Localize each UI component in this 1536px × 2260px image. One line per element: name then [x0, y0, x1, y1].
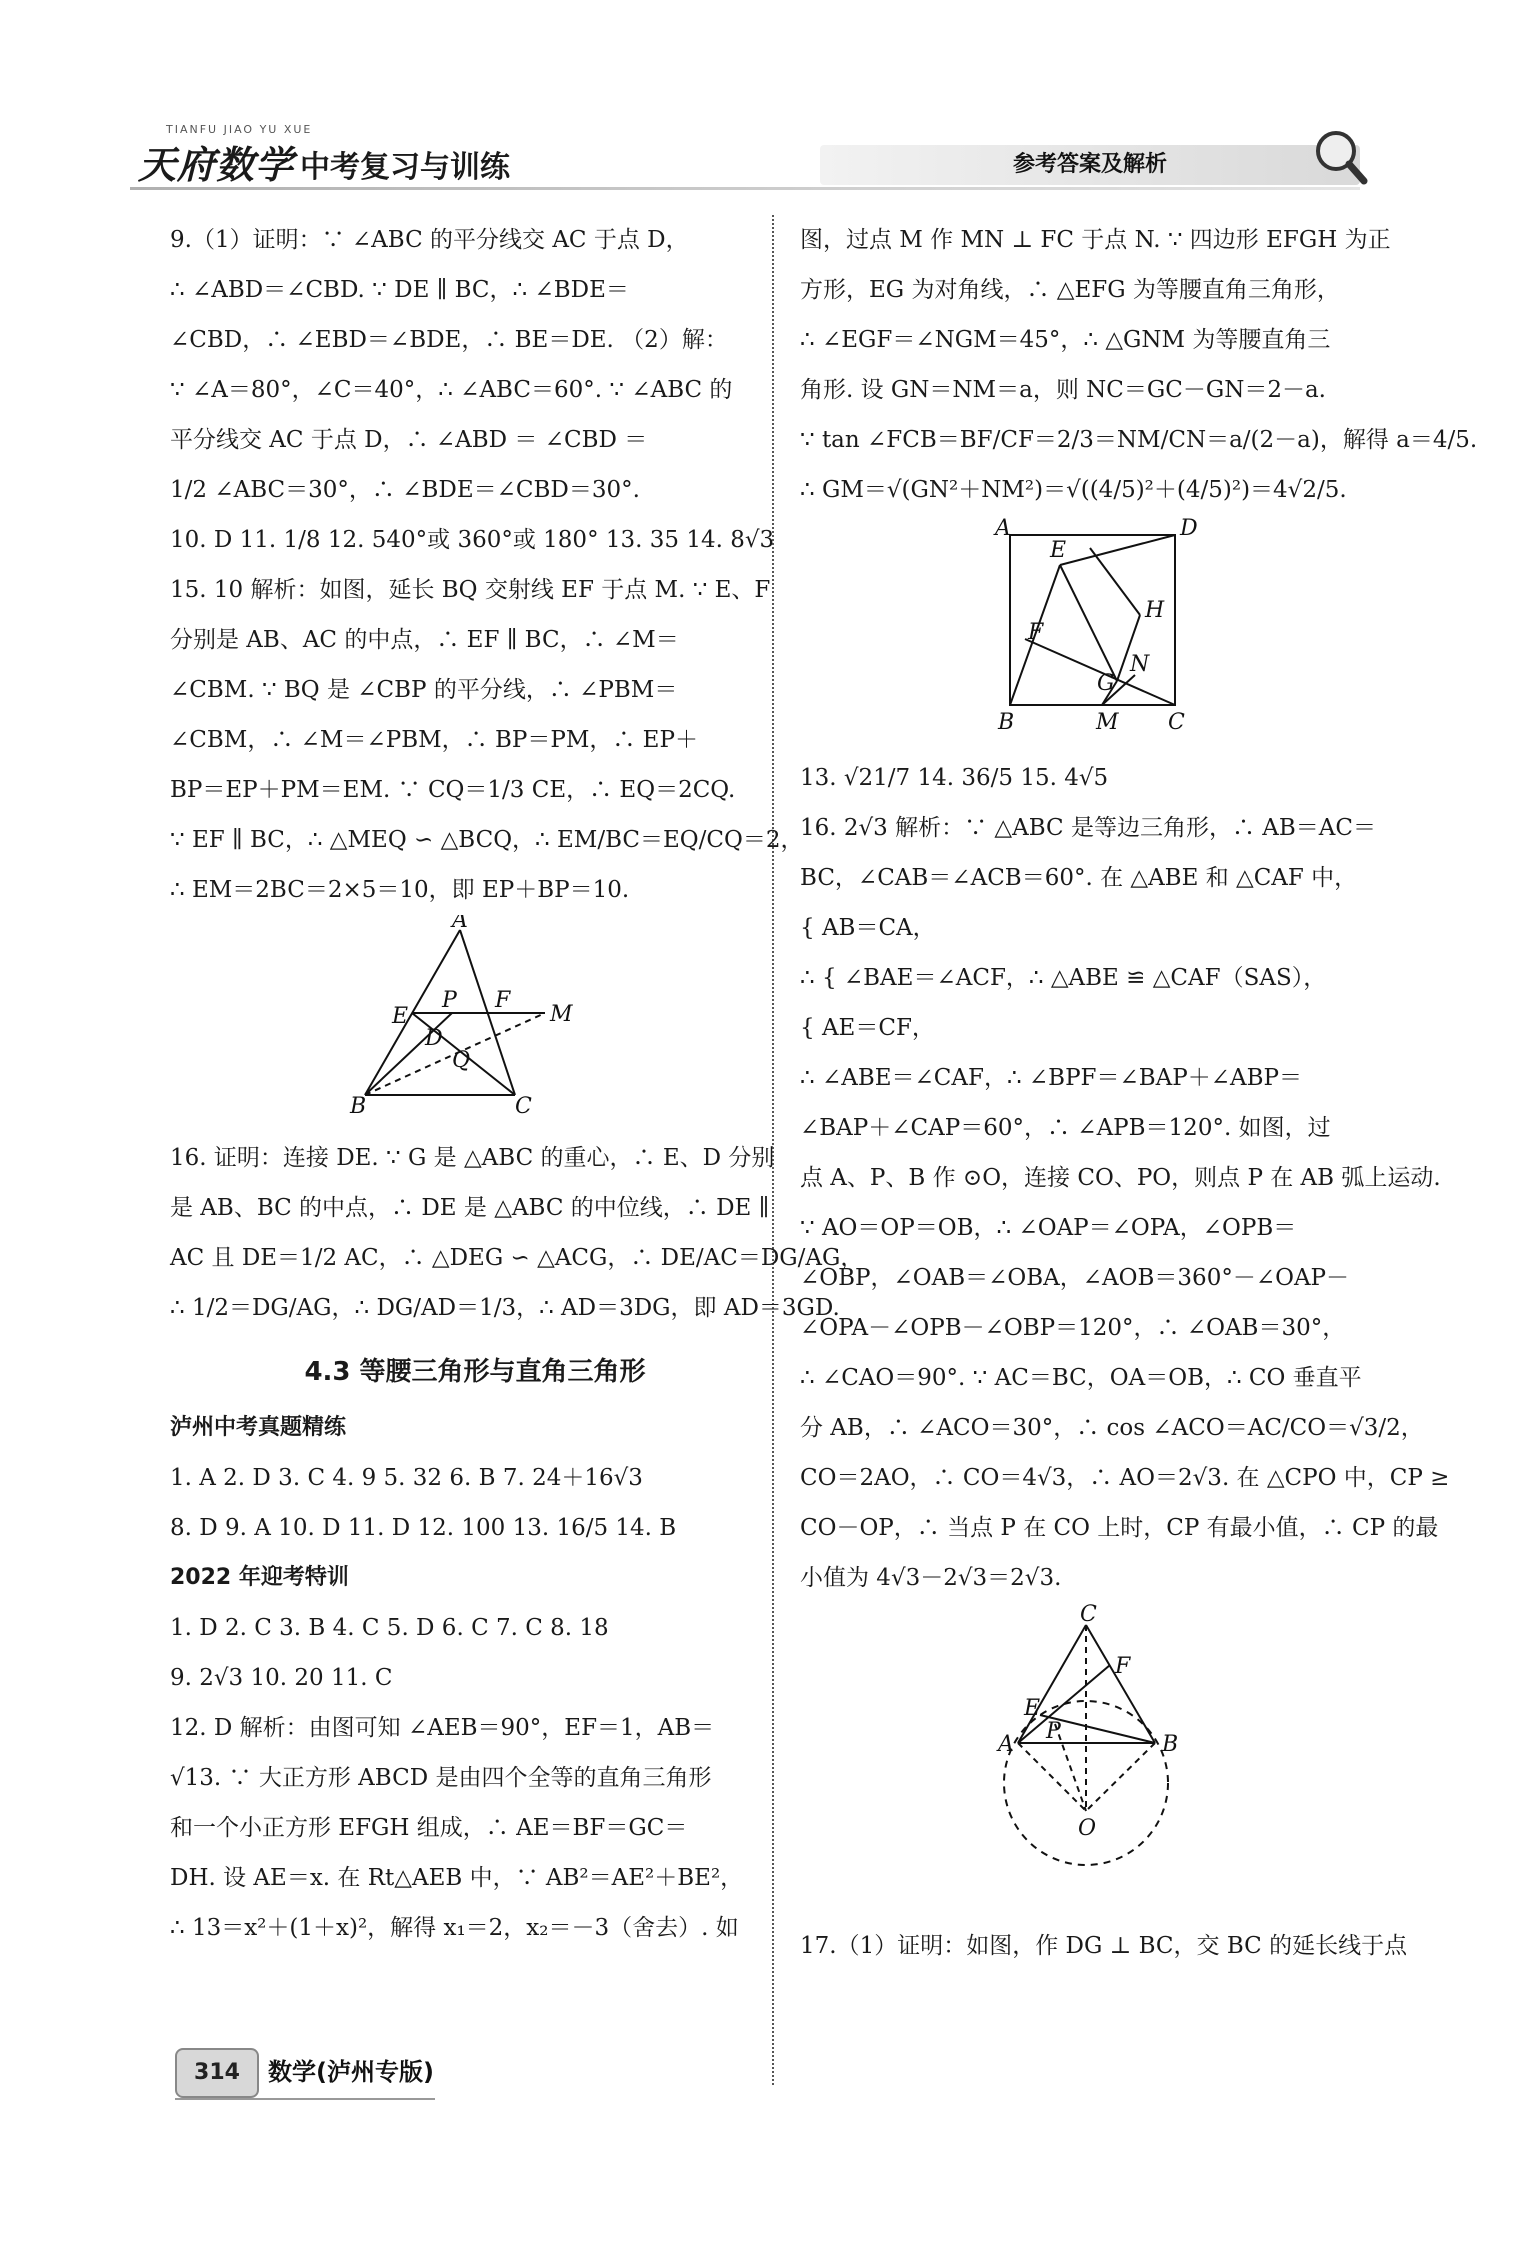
brand-name: 天府数学: [138, 143, 295, 187]
text-line: 12. D 解析：由图可知 ∠AEB＝90°，EF＝1，AB＝: [170, 1715, 715, 1741]
label-C: C: [1080, 1603, 1097, 1627]
text-line: ∠OBP，∠OAB＝∠OBA，∠AOB＝360°－∠OAP－: [800, 1265, 1350, 1291]
text-line: 9.（1）证明：∵ ∠ABC 的平分线交 AC 于点 D，: [170, 227, 689, 253]
text-line: 15. 10 解析：如图，延长 BQ 交射线 EF 于点 M. ∵ E、F: [170, 577, 771, 603]
label-B: B: [998, 710, 1015, 735]
text-line: ∴ ∠ABE＝∠CAF，∴ ∠BPF＝∠BAP＋∠ABP＝: [800, 1065, 1303, 1091]
label-B: B: [1162, 1732, 1179, 1757]
answer-line: 9. 2√3 10. 20 11. C: [170, 1665, 393, 1691]
text-line: √13. ∵ 大正方形 ABCD 是由四个全等的直角三角形: [170, 1765, 712, 1791]
figure-square-abcd: [800, 515, 1380, 735]
text-line: 方形，EG 为对角线，∴ △EFG 为等腰直角三角形，: [800, 277, 1340, 303]
page-number: 314: [175, 2048, 259, 2098]
text-line: ∴ GM＝√(GN²＋NM²)＝√((4/5)²＋(4/5)²)＝4√2/5.: [800, 477, 1347, 503]
left-column: [170, 215, 864, 1953]
footer-rule: [175, 2098, 435, 2100]
label-E: E: [1024, 1696, 1041, 1721]
text-line: ∴ ∠CAO＝90°. ∵ AC＝BC，OA＝OB，∴ CO 垂直平: [800, 1365, 1362, 1391]
label-P: P: [442, 988, 457, 1013]
text-line: ∠CBM. ∵ BQ 是 ∠CBP 的平分线，∴ ∠PBM＝: [170, 677, 678, 703]
text-line: ∵ EF ∥ BC，∴ △MEQ ∽ △BCQ，∴ EM/BC＝EQ/CQ＝2，: [170, 827, 804, 853]
label-F: F: [1028, 620, 1044, 645]
text-line: BC，∠CAB＝∠ACB＝60°. 在 △ABE 和 △CAF 中，: [800, 865, 1358, 891]
text-line: ∴ ∠ABD＝∠CBD. ∵ DE ∥ BC，∴ ∠BDE＝: [170, 277, 629, 303]
brand-pinyin: TIANFU JIAO YU XUE: [166, 123, 313, 136]
label-A: A: [995, 516, 1011, 541]
text-line: 16. 2√3 解析：∵ △ABC 是等边三角形，∴ AB＝AC＝: [800, 815, 1376, 841]
text-line: ∴ { ∠BAE＝∠ACF，∴ △ABE ≌ △CAF（SAS），: [800, 965, 1327, 991]
text-line: 分别是 AB、AC 的中点，∴ EF ∥ BC，∴ ∠M＝: [170, 627, 679, 653]
answer-line: 1. D 2. C 3. B 4. C 5. D 6. C 7. C 8. 18: [170, 1615, 609, 1641]
text-line: 分 AB，∴ ∠ACO＝30°，∴ cos ∠ACO＝AC/CO＝√3/2，: [800, 1415, 1424, 1441]
text-line: ∠CBM，∴ ∠M＝∠PBM，∴ BP＝PM，∴ EP＋: [170, 727, 698, 753]
label-M: M: [1096, 710, 1119, 735]
label-A: A: [452, 915, 468, 933]
label-C: C: [515, 1094, 532, 1115]
subsection-heading: 泸州中考真题精练: [170, 1415, 347, 1440]
brand-subtitle: 中考复习与训练: [300, 150, 511, 185]
text-line: 和一个小正方形 EFGH 组成，∴ AE＝BF＝GC＝: [170, 1815, 688, 1841]
label-Q: Q: [452, 1048, 471, 1073]
label-A: A: [998, 1732, 1014, 1757]
text-line: ∴ 1/2＝DG/AG，∴ DG/AD＝1/3，∴ AD＝3DG，即 AD＝3GD.: [170, 1295, 840, 1321]
section-heading: 4.3 等腰三角形与直角三角形: [304, 1357, 646, 1387]
text-line: ∵ tan ∠FCB＝BF/CF＝2/3＝NM/CN＝a/(2－a)，解得 a＝4/5.: [800, 427, 1478, 453]
text-line: 图，过点 M 作 MN ⊥ FC 于点 N. ∵ 四边形 EFGH 为正: [800, 227, 1391, 253]
label-E: E: [392, 1004, 409, 1029]
answer-line: 8. D 9. A 10. D 11. D 12. 100 13. 16/5 14. B: [170, 1515, 677, 1541]
text-line: DH. 设 AE＝x. 在 Rt△AEB 中，∵ AB²＝AE²＋BE²，: [170, 1865, 744, 1891]
brand-logo: [138, 133, 510, 189]
text-line: ∵ AO＝OP＝OB，∴ ∠OAP＝∠OPA，∠OPB＝: [800, 1215, 1297, 1241]
answer-line: 13. √21/7 14. 36/5 15. 4√5: [800, 765, 1109, 791]
figure-circle-apb: [800, 1603, 1380, 1903]
text-line: 角形. 设 GN＝NM＝a，则 NC＝GC－GN＝2－a.: [800, 377, 1326, 403]
label-N: N: [1130, 652, 1150, 677]
label-F: F: [1115, 1654, 1131, 1679]
label-M: M: [550, 1002, 573, 1027]
text-line: ∵ ∠A＝80°，∠C＝40°，∴ ∠ABC＝60°. ∵ ∠ABC 的: [170, 377, 733, 403]
text-line: ∠CBD，∴ ∠EBD＝∠BDE，∴ BE＝DE. （2）解：: [170, 327, 728, 353]
label-G: G: [1097, 671, 1115, 696]
label-F: F: [495, 988, 511, 1013]
text-line: ∴ 13＝x²＋(1＋x)²，解得 x₁＝2，x₂＝－3（舍去）. 如: [170, 1915, 739, 1941]
answer-line: 1. A 2. D 3. C 4. 9 5. 32 6. B 7. 24＋16√3: [170, 1465, 643, 1491]
right-column: [800, 215, 1478, 1971]
label-P: P: [1046, 1719, 1061, 1744]
text-line: BP＝EP＋PM＝EM. ∵ CQ＝1/3 CE，∴ EQ＝2CQ.: [170, 777, 736, 803]
text-line: ∠BAP＋∠CAP＝60°，∴ ∠APB＝120°. 如图，过: [800, 1115, 1331, 1141]
header-rule: [130, 187, 1360, 190]
text-line: 1/2 ∠ABC＝30°，∴ ∠BDE＝∠CBD＝30°.: [170, 477, 640, 503]
text-line: 点 A、P、B 作 ⊙O，连接 CO、PO，则点 P 在 AB 弧上运动.: [800, 1165, 1441, 1191]
footer-subject: 数学(泸州专版): [268, 2058, 434, 2086]
text-line: ∠OPA－∠OPB－∠OBP＝120°，∴ ∠OAB＝30°，: [800, 1315, 1346, 1341]
text-line: 平分线交 AC 于点 D，∴ ∠ABD ＝ ∠CBD ＝: [170, 427, 648, 453]
page-header: [130, 125, 1390, 195]
text-line: CO＝2AO，∴ CO＝4√3，∴ AO＝2√3. 在 △CPO 中，CP ≥: [800, 1465, 1450, 1491]
figure-triangle-abc: [170, 915, 770, 1115]
text-line: 是 AB、BC 的中点，∴ DE 是 △ABC 的中位线，∴ DE ∥: [170, 1195, 770, 1221]
label-H: H: [1145, 598, 1165, 623]
label-C: C: [1168, 710, 1185, 735]
text-line: CO－OP，∴ 当点 P 在 CO 上时，CP 有最小值，∴ CP 的最: [800, 1515, 1439, 1541]
label-O: O: [1078, 1816, 1097, 1841]
text-line: { AB＝CA，: [800, 915, 936, 941]
text-line: 16. 证明：连接 DE. ∵ G 是 △ABC 的重心，∴ E、D 分别: [170, 1145, 775, 1171]
label-D: D: [425, 1026, 443, 1051]
text-line: ∴ ∠EGF＝∠NGM＝45°，∴ △GNM 为等腰直角三: [800, 327, 1331, 353]
text-line: 小值为 4√3－2√3＝2√3.: [800, 1565, 1062, 1591]
label-D: D: [1180, 516, 1198, 541]
label-B: B: [350, 1094, 367, 1115]
text-line: 10. D 11. 1/8 12. 540°或 360°或 180° 13. 35 14. 8√3: [170, 527, 775, 553]
text-line: 17.（1）证明：如图，作 DG ⊥ BC，交 BC 的延长线于点: [800, 1933, 1408, 1959]
text-line: AC 且 DE＝1/2 AC，∴ △DEG ∽ △ACG，∴ DE/AC＝DG/AG，: [170, 1245, 864, 1271]
subsection-heading: 2022 年迎考特训: [170, 1565, 349, 1590]
text-line: ∴ EM＝2BC＝2×5＝10，即 EP＋BP＝10.: [170, 877, 630, 903]
label-E: E: [1050, 538, 1067, 563]
text-line: { AE＝CF，: [800, 1015, 935, 1041]
section-title: 参考答案及解析: [1012, 152, 1167, 177]
magnifier-icon: [1310, 125, 1370, 189]
